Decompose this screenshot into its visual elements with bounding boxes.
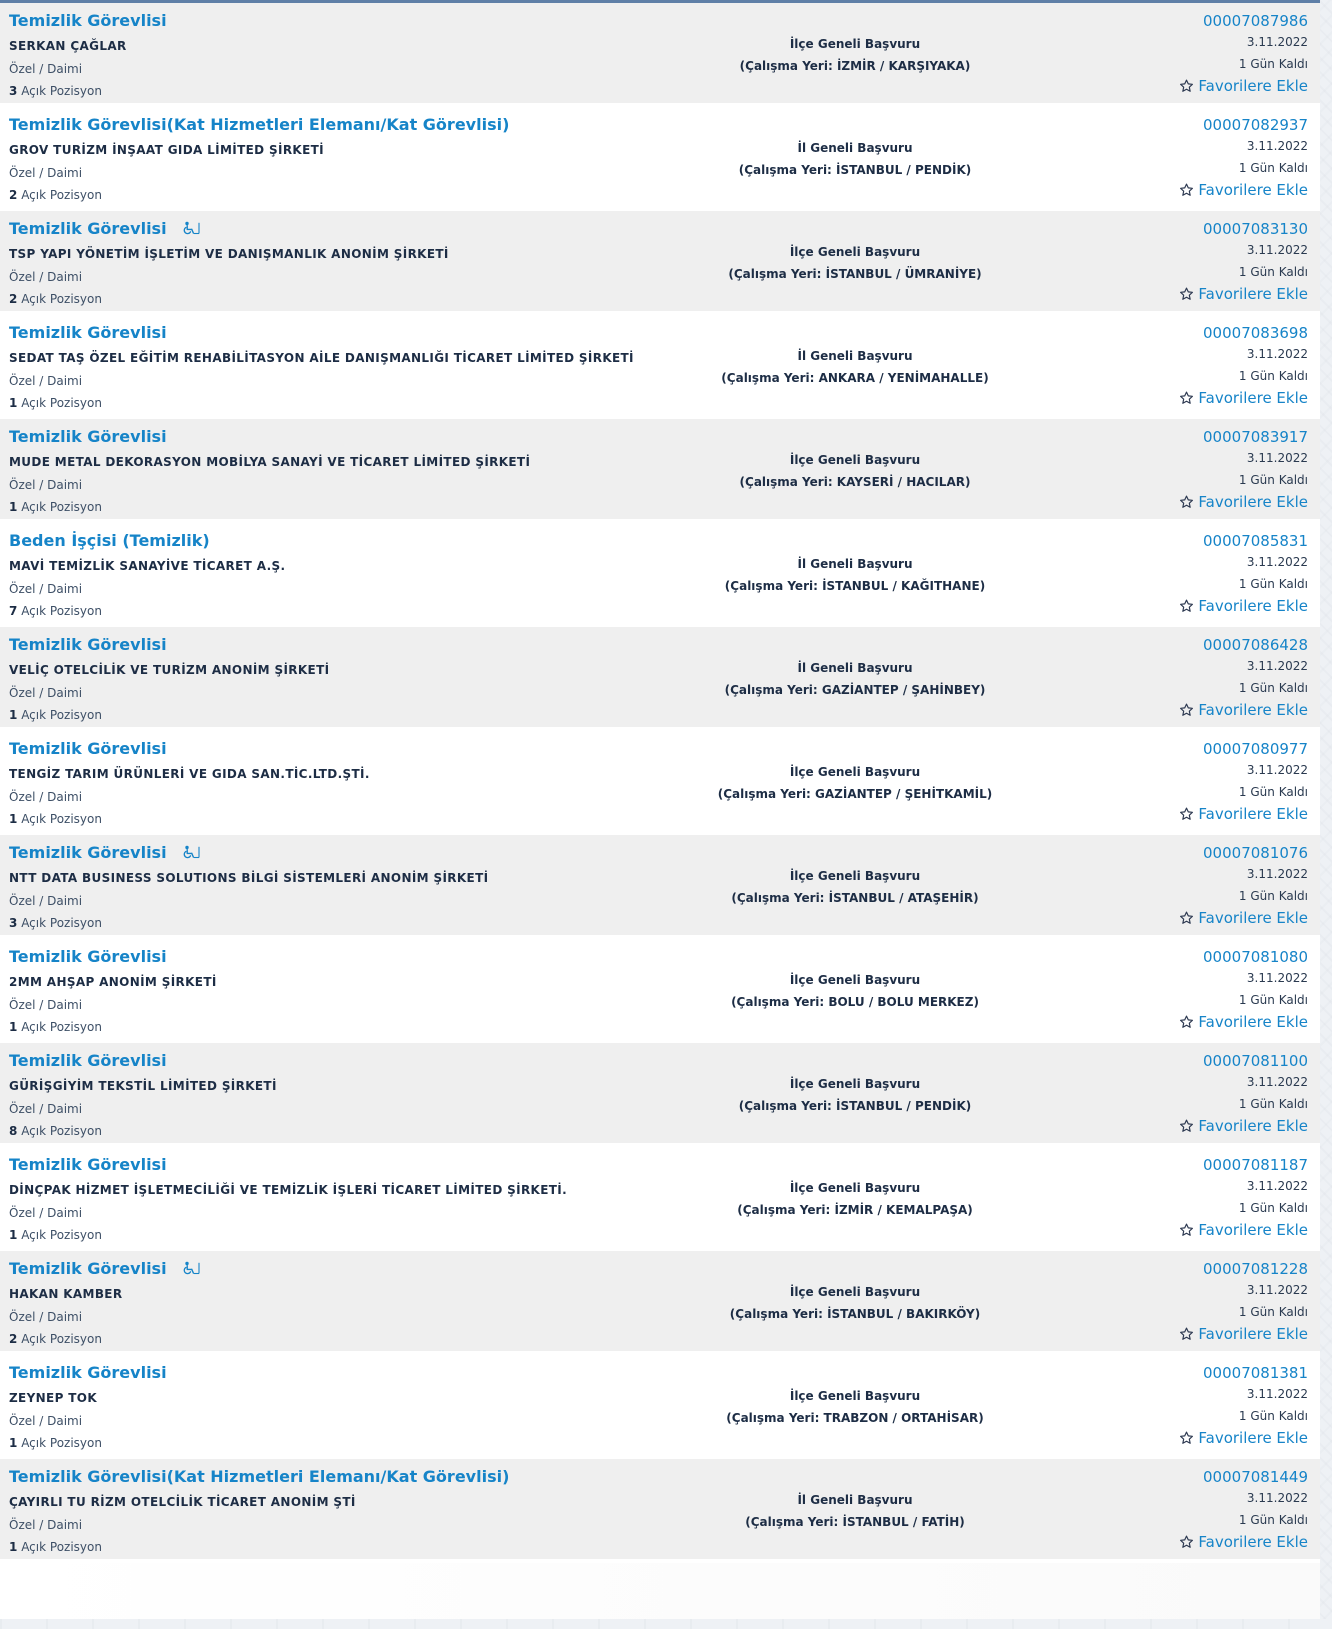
employment-type: Özel / Daimi (9, 166, 83, 180)
listing-number: 00007081449 (1203, 1468, 1308, 1486)
remaining-time: 1 Gün Kaldı (1238, 577, 1308, 591)
application-scope: İlçe Geneli Başvuru (789, 1285, 921, 1299)
employment-type: Özel / Daimi (9, 790, 83, 804)
company-name: VELİÇ OTELCİLİK VE TURİZM ANONİM ŞİRKETİ (9, 663, 330, 677)
listing-meta (1088, 1155, 1308, 1242)
job-title-text: Temizlik Görevlisi (9, 219, 167, 238)
employment-type: Özel / Daimi (9, 374, 83, 388)
open-positions (9, 188, 102, 203)
application-scope: İlçe Geneli Başvuru (789, 1181, 921, 1195)
job-title-link[interactable] (9, 1467, 509, 1486)
application-info (731, 969, 979, 1013)
application-info (721, 345, 988, 389)
job-title[interactable] (9, 1363, 167, 1383)
company-name: SERKAN ÇAĞLAR (9, 39, 127, 53)
remaining-time: 1 Gün Kaldı (1238, 1513, 1308, 1527)
job-title-text: Temizlik Görevlisi (9, 11, 167, 30)
application-scope: İl Geneli Başvuru (797, 661, 913, 675)
work-location: (Çalışma Yeri: İSTANBUL / FATİH) (745, 1515, 965, 1529)
job-title-text: Temizlik Görevlisi (9, 1155, 167, 1174)
star-outline-icon (1179, 1223, 1194, 1238)
open-position-label: Açık Pozisyon (21, 1228, 102, 1242)
listing-meta (1088, 1259, 1308, 1346)
job-title-text: Temizlik Görevlisi(Kat Hizmetleri Elemanı/Kat Görevlisi) (9, 115, 510, 134)
company-name: NTT DATA BUSINESS SOLUTIONS BİLGİ SİSTEMLERİ ANONİM ŞİRKETİ (9, 871, 489, 885)
company-name: ZEYNEP TOK (9, 1391, 97, 1405)
application-info (745, 1489, 965, 1533)
employment-type: Özel / Daimi (9, 582, 83, 596)
open-position-label: Açık Pozisyon (21, 1020, 102, 1034)
work-location: (Çalışma Yeri: BOLU / BOLU MERKEZ) (731, 995, 979, 1009)
listing-date: 3.11.2022 (1246, 659, 1308, 673)
favorite-button[interactable] (1179, 1428, 1308, 1448)
listing-date: 3.11.2022 (1246, 35, 1308, 49)
listing-meta (1088, 323, 1308, 410)
remaining-time: 1 Gün Kaldı (1238, 473, 1308, 487)
listing-number: 00007086428 (1203, 636, 1308, 654)
job-title-link[interactable] (9, 635, 167, 654)
listing-meta (1088, 531, 1308, 618)
favorite-button[interactable] (1179, 1532, 1308, 1552)
remaining-time: 1 Gün Kaldı (1238, 993, 1308, 1007)
job-listing-row (0, 1459, 1320, 1563)
application-info (718, 761, 992, 805)
remaining-time: 1 Gün Kaldı (1238, 889, 1308, 903)
star-outline-icon (1179, 1431, 1194, 1446)
employment-type: Özel / Daimi (9, 1206, 83, 1220)
star-outline-icon (1179, 1015, 1194, 1030)
star-outline-icon (1179, 703, 1194, 718)
listing-date: 3.11.2022 (1246, 1283, 1308, 1297)
company-name: SEDAT TAŞ ÖZEL EĞİTİM REHABİLİTASYON AİLE DANIŞMANLIĞI TİCARET LİMİTED ŞİRKETİ (9, 351, 634, 365)
listing-meta (1088, 1467, 1308, 1554)
application-info (725, 553, 985, 597)
job-title[interactable] (9, 843, 201, 863)
open-position-label: Açık Pozisyon (21, 1540, 102, 1554)
job-title[interactable] (9, 1467, 509, 1487)
listing-meta (1088, 635, 1308, 722)
open-positions (9, 1436, 102, 1451)
favorite-label: Favorilere Ekle (1198, 805, 1308, 823)
open-positions (9, 1332, 102, 1347)
favorite-label: Favorilere Ekle (1198, 1221, 1308, 1239)
job-title-text: Temizlik Görevlisi (9, 843, 167, 862)
application-info (740, 449, 971, 493)
employment-type: Özel / Daimi (9, 1414, 83, 1428)
job-title-link[interactable] (9, 1259, 167, 1278)
application-info (737, 1177, 973, 1221)
listing-meta (1088, 947, 1308, 1034)
favorite-button[interactable] (1179, 180, 1308, 200)
application-info (731, 865, 978, 909)
listing-date: 3.11.2022 (1246, 347, 1308, 361)
listing-date: 3.11.2022 (1246, 971, 1308, 985)
listing-number: 00007083130 (1203, 220, 1308, 238)
open-position-count: 1 (9, 1020, 18, 1034)
job-listing-row (0, 1147, 1320, 1251)
job-title-link[interactable] (9, 11, 167, 30)
job-title[interactable] (9, 115, 509, 135)
open-positions (9, 1124, 102, 1139)
open-position-count: 3 (9, 916, 18, 930)
job-title-text: Temizlik Görevlisi(Kat Hizmetleri Elemanı/Kat Görevlisi) (9, 1467, 510, 1486)
job-title[interactable] (9, 635, 167, 655)
application-scope: İlçe Geneli Başvuru (789, 37, 921, 51)
company-name: GROV TURİZM İNŞAAT GIDA LİMİTED ŞİRKETİ (9, 143, 324, 157)
listing-meta (1088, 1051, 1308, 1138)
job-listing-row (0, 315, 1320, 419)
job-title[interactable] (9, 323, 167, 343)
company-name: ÇAYIRLI TU RİZM OTELCİLİK TİCARET ANONİM ŞTİ (9, 1495, 356, 1509)
listing-date: 3.11.2022 (1246, 1491, 1308, 1505)
work-location: (Çalışma Yeri: İSTANBUL / PENDİK) (738, 1099, 972, 1113)
job-title-text: Temizlik Görevlisi (9, 1259, 167, 1278)
open-position-label: Açık Pozisyon (21, 188, 102, 202)
bottom-decorative-pattern (0, 1619, 1332, 1629)
listing-number: 00007081187 (1203, 1156, 1308, 1174)
listing-number: 00007081228 (1203, 1260, 1308, 1278)
favorite-button[interactable] (1179, 76, 1308, 96)
work-location: (Çalışma Yeri: GAZİANTEP / ŞEHİTKAMİL) (717, 787, 993, 801)
listing-number: 00007083917 (1203, 428, 1308, 446)
remaining-time: 1 Gün Kaldı (1238, 1201, 1308, 1215)
open-position-count: 1 (9, 812, 18, 826)
open-position-count: 8 (9, 1124, 18, 1138)
star-outline-icon (1179, 495, 1194, 510)
job-listing-row (0, 523, 1320, 627)
job-title-link[interactable] (9, 739, 167, 758)
application-scope: İlçe Geneli Başvuru (789, 765, 921, 779)
job-listing-row (0, 1251, 1320, 1355)
open-position-label: Açık Pozisyon (21, 1332, 102, 1346)
job-title-link[interactable] (9, 427, 167, 446)
listing-meta (1088, 11, 1308, 98)
favorite-label: Favorilere Ekle (1198, 77, 1308, 95)
favorite-label: Favorilere Ekle (1198, 285, 1308, 303)
open-position-label: Açık Pozisyon (21, 396, 102, 410)
company-name: MAVİ TEMİZLİK SANAYİVE TİCARET A.Ş. (9, 559, 286, 573)
employment-type: Özel / Daimi (9, 478, 83, 492)
open-position-count: 1 (9, 1436, 18, 1450)
work-location: (Çalışma Yeri: İSTANBUL / PENDİK) (738, 163, 972, 177)
favorite-label: Favorilere Ekle (1198, 1533, 1308, 1551)
job-listing-row (0, 107, 1320, 211)
open-positions (9, 1020, 102, 1035)
employment-type: Özel / Daimi (9, 1310, 83, 1324)
listing-meta (1088, 739, 1308, 826)
company-name: MUDE METAL DEKORASYON MOBİLYA SANAYİ VE TİCARET LİMİTED ŞİRKETİ (9, 455, 531, 469)
listing-meta (1088, 1363, 1308, 1450)
open-position-count: 7 (9, 604, 18, 618)
application-scope: İlçe Geneli Başvuru (789, 453, 921, 467)
job-title-link[interactable] (9, 947, 167, 966)
employment-type: Özel / Daimi (9, 894, 83, 908)
application-info (739, 1073, 971, 1117)
job-title-link[interactable] (9, 843, 167, 862)
favorite-button[interactable] (1179, 284, 1308, 304)
star-outline-icon (1179, 391, 1194, 406)
company-name: TENGİZ TARIM ÜRÜNLERİ VE GIDA SAN.TİC.LTD.ŞTİ. (9, 767, 370, 781)
job-listing-row (0, 731, 1320, 835)
job-listing-row (0, 211, 1320, 315)
job-title-link[interactable] (9, 1363, 167, 1382)
open-positions (9, 292, 102, 307)
application-scope: İlçe Geneli Başvuru (789, 973, 921, 987)
work-location: (Çalışma Yeri: İSTANBUL / BAKIRKÖY) (729, 1307, 981, 1321)
accessibility-icon (182, 844, 201, 858)
company-name: TSP YAPI YÖNETİM İŞLETİM VE DANIŞMANLIK ANONİM ŞİRKETİ (9, 247, 449, 261)
job-title[interactable] (9, 1155, 167, 1175)
star-outline-icon (1179, 1119, 1194, 1134)
listing-date: 3.11.2022 (1246, 867, 1308, 881)
favorite-label: Favorilere Ekle (1198, 1429, 1308, 1447)
favorite-button[interactable] (1179, 492, 1308, 512)
job-listing-row (0, 835, 1320, 939)
job-title-link[interactable] (9, 115, 509, 134)
star-outline-icon (1179, 911, 1194, 926)
work-location: (Çalışma Yeri: İSTANBUL / ATAŞEHİR) (731, 891, 979, 905)
open-position-label: Açık Pozisyon (21, 812, 102, 826)
application-scope: İl Geneli Başvuru (797, 141, 913, 155)
listing-date: 3.11.2022 (1246, 1387, 1308, 1401)
favorite-label: Favorilere Ekle (1198, 909, 1308, 927)
favorite-button[interactable] (1179, 1012, 1308, 1032)
application-scope: İlçe Geneli Başvuru (789, 245, 921, 259)
accessibility-icon (182, 1260, 201, 1274)
open-positions (9, 604, 102, 619)
job-listing-row (0, 419, 1320, 523)
open-position-count: 2 (9, 292, 18, 306)
favorite-button[interactable] (1179, 804, 1308, 824)
star-outline-icon (1179, 287, 1194, 302)
application-scope: İl Geneli Başvuru (797, 1493, 913, 1507)
job-title[interactable] (9, 947, 167, 967)
listing-meta (1088, 843, 1308, 930)
open-positions (9, 396, 102, 411)
listing-date: 3.11.2022 (1246, 763, 1308, 777)
listing-date: 3.11.2022 (1246, 555, 1308, 569)
application-info (728, 241, 981, 285)
listing-number: 00007083698 (1203, 324, 1308, 342)
open-position-label: Açık Pozisyon (21, 500, 102, 514)
job-title-link[interactable] (9, 1155, 167, 1174)
listing-date: 3.11.2022 (1246, 1179, 1308, 1193)
open-position-label: Açık Pozisyon (21, 292, 102, 306)
right-decorative-pattern (1320, 0, 1332, 1629)
listing-number: 00007087986 (1203, 12, 1308, 30)
job-title-text: Temizlik Görevlisi (9, 323, 167, 342)
company-name: HAKAN KAMBER (9, 1287, 123, 1301)
remaining-time: 1 Gün Kaldı (1238, 681, 1308, 695)
open-position-count: 2 (9, 188, 18, 202)
accessibility-icon (182, 220, 201, 234)
employment-type: Özel / Daimi (9, 998, 83, 1012)
listing-number: 00007081381 (1203, 1364, 1308, 1382)
application-scope: İlçe Geneli Başvuru (789, 1077, 921, 1091)
job-title-text: Temizlik Görevlisi (9, 1363, 167, 1382)
listing-number: 00007081080 (1203, 948, 1308, 966)
favorite-label: Favorilere Ekle (1198, 597, 1308, 615)
favorite-label: Favorilere Ekle (1198, 1013, 1308, 1031)
listing-meta (1088, 427, 1308, 514)
application-info (739, 137, 971, 181)
work-location: (Çalışma Yeri: GAZİANTEP / ŞAHİNBEY) (724, 683, 986, 697)
open-position-count: 3 (9, 84, 18, 98)
open-position-label: Açık Pozisyon (21, 1124, 102, 1138)
remaining-time: 1 Gün Kaldı (1238, 369, 1308, 383)
favorite-label: Favorilere Ekle (1198, 1117, 1308, 1135)
favorite-label: Favorilere Ekle (1198, 493, 1308, 511)
job-listing-row (0, 1043, 1320, 1147)
application-scope: İl Geneli Başvuru (797, 557, 913, 571)
star-outline-icon (1179, 807, 1194, 822)
job-listing-row (0, 1355, 1320, 1459)
job-listing-row (0, 627, 1320, 731)
open-positions (9, 708, 102, 723)
open-position-count: 1 (9, 708, 18, 722)
star-outline-icon (1179, 1327, 1194, 1342)
job-title[interactable] (9, 219, 201, 239)
employment-type: Özel / Daimi (9, 270, 83, 284)
open-position-label: Açık Pozisyon (21, 1436, 102, 1450)
company-name: DİNÇPAK HİZMET İŞLETMECİLİĞİ VE TEMİZLİK İŞLERİ TİCARET LİMİTED ŞİRKETİ. (9, 1183, 568, 1197)
work-location: (Çalışma Yeri: TRABZON / ORTAHİSAR) (726, 1411, 984, 1425)
job-listing-row (0, 3, 1320, 107)
open-position-count: 1 (9, 1228, 18, 1242)
star-outline-icon (1179, 79, 1194, 94)
open-position-label: Açık Pozisyon (21, 708, 102, 722)
open-position-label: Açık Pozisyon (21, 604, 102, 618)
remaining-time: 1 Gün Kaldı (1238, 161, 1308, 175)
open-position-count: 1 (9, 396, 18, 410)
work-location: (Çalışma Yeri: İSTANBUL / KAĞITHANE) (724, 579, 986, 593)
open-positions (9, 916, 102, 931)
remaining-time: 1 Gün Kaldı (1238, 1305, 1308, 1319)
listing-number: 00007082937 (1203, 116, 1308, 134)
remaining-time: 1 Gün Kaldı (1238, 1097, 1308, 1111)
job-title-text: Beden İşçisi (Temizlik) (9, 531, 210, 550)
listing-meta (1088, 219, 1308, 306)
company-name: 2MM AHŞAP ANONİM ŞİRKETİ (9, 975, 217, 989)
listing-date: 3.11.2022 (1246, 139, 1308, 153)
application-scope: İl Geneli Başvuru (797, 349, 913, 363)
favorite-button[interactable] (1179, 388, 1308, 408)
work-location: (Çalışma Yeri: İZMİR / KEMALPAŞA) (737, 1203, 973, 1217)
application-info (726, 1385, 983, 1429)
job-title-text: Temizlik Görevlisi (9, 1051, 167, 1070)
employment-type: Özel / Daimi (9, 686, 83, 700)
open-positions (9, 84, 102, 99)
favorite-label: Favorilere Ekle (1198, 181, 1308, 199)
application-scope: İlçe Geneli Başvuru (789, 1389, 921, 1403)
star-outline-icon (1179, 183, 1194, 198)
listing-date: 3.11.2022 (1246, 243, 1308, 257)
favorite-label: Favorilere Ekle (1198, 1325, 1308, 1343)
favorite-button[interactable] (1179, 908, 1308, 928)
listing-date: 3.11.2022 (1246, 1075, 1308, 1089)
star-outline-icon (1179, 1535, 1194, 1550)
employment-type: Özel / Daimi (9, 1518, 83, 1532)
listing-date: 3.11.2022 (1246, 451, 1308, 465)
listing-meta (1088, 115, 1308, 202)
open-position-count: 2 (9, 1332, 18, 1346)
job-title-link[interactable] (9, 531, 210, 550)
listing-number: 00007081076 (1203, 844, 1308, 862)
listing-number: 00007081100 (1203, 1052, 1308, 1070)
favorite-label: Favorilere Ekle (1198, 701, 1308, 719)
job-title[interactable] (9, 1051, 167, 1071)
remaining-time: 1 Gün Kaldı (1238, 265, 1308, 279)
open-positions (9, 1228, 102, 1243)
application-scope: İlçe Geneli Başvuru (789, 869, 921, 883)
open-positions (9, 500, 102, 515)
remaining-time: 1 Gün Kaldı (1238, 1409, 1308, 1423)
application-info (725, 657, 986, 701)
application-info (740, 33, 971, 77)
listing-number: 00007080977 (1203, 740, 1308, 758)
favorite-button[interactable] (1179, 700, 1308, 720)
employment-type: Özel / Daimi (9, 1102, 83, 1116)
job-title-text: Temizlik Görevlisi (9, 947, 167, 966)
job-title[interactable] (9, 11, 167, 31)
remaining-time: 1 Gün Kaldı (1238, 785, 1308, 799)
open-position-count: 1 (9, 1540, 18, 1554)
job-title-link[interactable] (9, 1051, 167, 1070)
job-title-text: Temizlik Görevlisi (9, 427, 167, 446)
open-position-label: Açık Pozisyon (21, 84, 102, 98)
work-location: (Çalışma Yeri: KAYSERİ / HACILAR) (739, 475, 971, 489)
work-location: (Çalışma Yeri: İSTANBUL / ÜMRANİYE) (728, 267, 982, 281)
favorite-button[interactable] (1179, 596, 1308, 616)
employment-type: Özel / Daimi (9, 62, 83, 76)
job-title-text: Temizlik Görevlisi (9, 635, 167, 654)
open-position-count: 1 (9, 500, 18, 514)
favorite-button[interactable] (1179, 1220, 1308, 1240)
open-position-label: Açık Pozisyon (21, 916, 102, 930)
job-title[interactable] (9, 739, 167, 759)
favorite-button[interactable] (1179, 1324, 1308, 1344)
work-location: (Çalışma Yeri: ANKARA / YENİMAHALLE) (721, 371, 989, 385)
open-positions (9, 1540, 102, 1555)
job-listing-row (0, 939, 1320, 1043)
remaining-time: 1 Gün Kaldı (1238, 57, 1308, 71)
listing-number: 00007085831 (1203, 532, 1308, 550)
company-name: GÜRİŞGİYİM TEKSTİL LİMİTED ŞİRKETİ (9, 1079, 277, 1093)
star-outline-icon (1179, 599, 1194, 614)
favorite-label: Favorilere Ekle (1198, 389, 1308, 407)
job-title[interactable] (9, 427, 167, 447)
favorite-button[interactable] (1179, 1116, 1308, 1136)
job-title-link[interactable] (9, 219, 167, 238)
application-info (730, 1281, 980, 1325)
job-title-link[interactable] (9, 323, 167, 342)
job-title-text: Temizlik Görevlisi (9, 739, 167, 758)
job-title[interactable] (9, 531, 210, 551)
open-positions (9, 812, 102, 827)
work-location: (Çalışma Yeri: İZMİR / KARŞIYAKA) (739, 59, 971, 73)
job-title[interactable] (9, 1259, 201, 1279)
